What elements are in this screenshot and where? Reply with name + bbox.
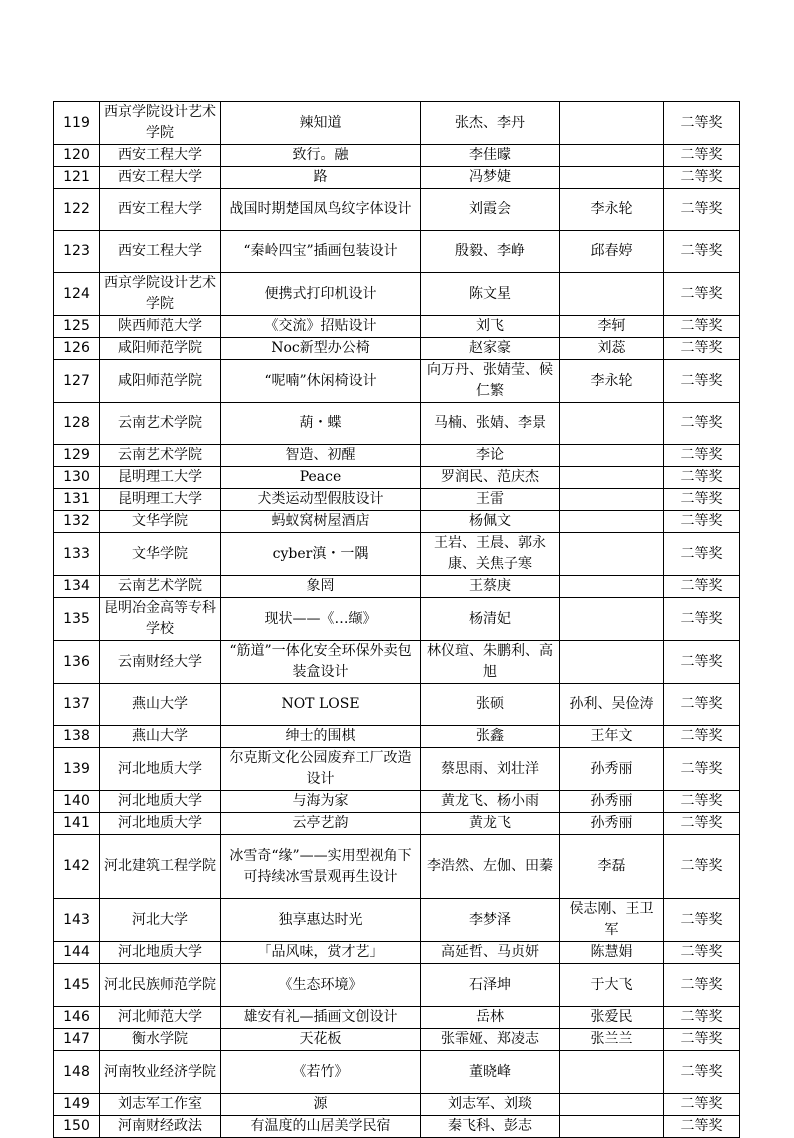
project-title: 智造、初醒 — [221, 445, 421, 467]
entry-number: 133 — [54, 533, 100, 576]
school-name: 西安工程大学 — [100, 145, 221, 167]
school-name: 西京学院设计艺术学院 — [100, 273, 221, 316]
authors: 张霏娅、郑凌志 — [421, 1029, 560, 1051]
project-title: 《生态环境》 — [221, 964, 421, 1007]
entry-number: 123 — [54, 231, 100, 273]
table-row — [54, 748, 740, 791]
advisor — [560, 533, 664, 576]
entry-number: 139 — [54, 748, 100, 791]
advisor: 李轲 — [560, 316, 664, 338]
project-title: 有温度的山居美学民宿 — [221, 1116, 421, 1138]
authors: 岳林 — [421, 1007, 560, 1029]
advisor — [560, 445, 664, 467]
award-level: 二等奖 — [664, 1051, 740, 1094]
project-title: Peace — [221, 467, 421, 489]
authors: 李梦泽 — [421, 899, 560, 942]
advisor — [560, 102, 664, 145]
entry-number: 150 — [54, 1116, 100, 1138]
authors: 高延哲、马贞妍 — [421, 942, 560, 964]
table-row — [54, 684, 740, 726]
advisor — [560, 576, 664, 598]
project-title: NOT LOSE — [221, 684, 421, 726]
entry-number: 127 — [54, 360, 100, 403]
school-name: 昆明冶金高等专科学校 — [100, 598, 221, 641]
advisor: 李永轮 — [560, 360, 664, 403]
advisor — [560, 1094, 664, 1116]
advisor: 孙秀丽 — [560, 791, 664, 813]
school-name: 陕西师范大学 — [100, 316, 221, 338]
award-level: 二等奖 — [664, 316, 740, 338]
school-name: 云南艺术学院 — [100, 576, 221, 598]
award-level: 二等奖 — [664, 684, 740, 726]
award-level: 二等奖 — [664, 726, 740, 748]
project-title: 雄安有礼—插画文创设计 — [221, 1007, 421, 1029]
authors: 李论 — [421, 445, 560, 467]
school-name: 河北地质大学 — [100, 748, 221, 791]
entry-number: 120 — [54, 145, 100, 167]
project-title: 尔克斯文化公园废弃工厂改造设计 — [221, 748, 421, 791]
advisor — [560, 273, 664, 316]
award-level: 二等奖 — [664, 1094, 740, 1116]
table-row — [54, 360, 740, 403]
table-row — [54, 231, 740, 273]
table-row — [54, 511, 740, 533]
project-title: cyber滇・一隅 — [221, 533, 421, 576]
entry-number: 149 — [54, 1094, 100, 1116]
award-level: 二等奖 — [664, 598, 740, 641]
advisor: 于大飞 — [560, 964, 664, 1007]
award-level: 二等奖 — [664, 511, 740, 533]
table-row — [54, 338, 740, 360]
table-row — [54, 445, 740, 467]
authors: 黄龙飞、杨小雨 — [421, 791, 560, 813]
school-name: 云南艺术学院 — [100, 445, 221, 467]
school-name: 河北民族师范学院 — [100, 964, 221, 1007]
award-level: 二等奖 — [664, 1007, 740, 1029]
award-level: 二等奖 — [664, 145, 740, 167]
table-row — [54, 598, 740, 641]
entry-number: 137 — [54, 684, 100, 726]
table-row — [54, 1116, 740, 1138]
advisor — [560, 489, 664, 511]
advisor: 王年文 — [560, 726, 664, 748]
authors: 杨清妃 — [421, 598, 560, 641]
school-name: 河北师范大学 — [100, 1007, 221, 1029]
project-title: “筋道”一体化安全环保外卖包装盒设计 — [221, 641, 421, 684]
award-level: 二等奖 — [664, 813, 740, 835]
award-level: 二等奖 — [664, 791, 740, 813]
table-row — [54, 189, 740, 231]
authors: 林仪瑄、朱鹏利、高旭 — [421, 641, 560, 684]
project-title: “秦岭四宝”插画包装设计 — [221, 231, 421, 273]
advisor: 邱春婷 — [560, 231, 664, 273]
project-title: 路 — [221, 167, 421, 189]
table-row — [54, 942, 740, 964]
school-name: 咸阳师范学院 — [100, 360, 221, 403]
authors: 蔡思雨、刘壮洋 — [421, 748, 560, 791]
advisor — [560, 511, 664, 533]
entry-number: 134 — [54, 576, 100, 598]
school-name: 河北地质大学 — [100, 942, 221, 964]
school-name: 燕山大学 — [100, 726, 221, 748]
advisor — [560, 403, 664, 445]
authors: 王蔡庚 — [421, 576, 560, 598]
advisor — [560, 1116, 664, 1138]
school-name: 西京学院设计艺术学院 — [100, 102, 221, 145]
table-row — [54, 467, 740, 489]
project-title: 犬类运动型假肢设计 — [221, 489, 421, 511]
authors: 张鑫 — [421, 726, 560, 748]
authors: 赵家豪 — [421, 338, 560, 360]
award-level: 二等奖 — [664, 167, 740, 189]
award-level: 二等奖 — [664, 360, 740, 403]
table-row — [54, 641, 740, 684]
award-level: 二等奖 — [664, 748, 740, 791]
entry-number: 147 — [54, 1029, 100, 1051]
entry-number: 142 — [54, 835, 100, 899]
entry-number: 135 — [54, 598, 100, 641]
entry-number: 125 — [54, 316, 100, 338]
authors: 马楠、张婧、李景 — [421, 403, 560, 445]
table-row — [54, 1007, 740, 1029]
table-row — [54, 489, 740, 511]
entry-number: 132 — [54, 511, 100, 533]
entry-number: 124 — [54, 273, 100, 316]
project-title: 象罔 — [221, 576, 421, 598]
advisor — [560, 641, 664, 684]
table-row — [54, 576, 740, 598]
school-name: 文华学院 — [100, 533, 221, 576]
advisor — [560, 467, 664, 489]
advisor: 李磊 — [560, 835, 664, 899]
award-level: 二等奖 — [664, 835, 740, 899]
authors: 张硕 — [421, 684, 560, 726]
award-level: 二等奖 — [664, 231, 740, 273]
table-row — [54, 102, 740, 145]
advisor — [560, 145, 664, 167]
school-name: 云南财经大学 — [100, 641, 221, 684]
award-level: 二等奖 — [664, 189, 740, 231]
project-title: 便携式打印机设计 — [221, 273, 421, 316]
award-level: 二等奖 — [664, 576, 740, 598]
school-name: 衡水学院 — [100, 1029, 221, 1051]
project-title: 源 — [221, 1094, 421, 1116]
authors: 李浩然、左伽、田蓁 — [421, 835, 560, 899]
table-row — [54, 1094, 740, 1116]
award-level: 二等奖 — [664, 338, 740, 360]
award-level: 二等奖 — [664, 489, 740, 511]
table-row — [54, 167, 740, 189]
school-name: 河北大学 — [100, 899, 221, 942]
school-name: 河北建筑工程学院 — [100, 835, 221, 899]
authors: 秦飞科、彭志 — [421, 1116, 560, 1138]
project-title: 《交流》招贴设计 — [221, 316, 421, 338]
table-row — [54, 403, 740, 445]
entry-number: 138 — [54, 726, 100, 748]
authors: 杨佩文 — [421, 511, 560, 533]
authors: 陈文星 — [421, 273, 560, 316]
advisor: 张爱民 — [560, 1007, 664, 1029]
entry-number: 121 — [54, 167, 100, 189]
authors: 冯梦婕 — [421, 167, 560, 189]
project-title: 绅士的围棋 — [221, 726, 421, 748]
project-title: 天花板 — [221, 1029, 421, 1051]
authors: 刘志军、刘琰 — [421, 1094, 560, 1116]
advisor — [560, 1051, 664, 1094]
award-level: 二等奖 — [664, 273, 740, 316]
school-name: 云南艺术学院 — [100, 403, 221, 445]
school-name: 河北地质大学 — [100, 813, 221, 835]
school-name: 西安工程大学 — [100, 231, 221, 273]
authors: 罗润民、范庆杰 — [421, 467, 560, 489]
awards-table — [53, 101, 740, 1138]
entry-number: 140 — [54, 791, 100, 813]
entry-number: 129 — [54, 445, 100, 467]
authors: 王岩、王晨、郭永康、关焦子寒 — [421, 533, 560, 576]
project-title: 独享惠达时光 — [221, 899, 421, 942]
table-row — [54, 835, 740, 899]
entry-number: 128 — [54, 403, 100, 445]
award-level: 二等奖 — [664, 641, 740, 684]
entry-number: 141 — [54, 813, 100, 835]
advisor: 侯志刚、王卫军 — [560, 899, 664, 942]
entry-number: 119 — [54, 102, 100, 145]
project-title: 《若竹》 — [221, 1051, 421, 1094]
award-level: 二等奖 — [664, 102, 740, 145]
project-title: Noc新型办公椅 — [221, 338, 421, 360]
school-name: 咸阳师范学院 — [100, 338, 221, 360]
project-title: 致行。融 — [221, 145, 421, 167]
project-title: 现状——《…缬》 — [221, 598, 421, 641]
authors: 石泽坤 — [421, 964, 560, 1007]
entry-number: 144 — [54, 942, 100, 964]
table-row — [54, 145, 740, 167]
table-row — [54, 1029, 740, 1051]
authors: 殷毅、李峥 — [421, 231, 560, 273]
entry-number: 131 — [54, 489, 100, 511]
authors: 向万丹、张婧莹、候仁繁 — [421, 360, 560, 403]
project-title: 葫・蝶 — [221, 403, 421, 445]
award-level: 二等奖 — [664, 899, 740, 942]
school-name: 昆明理工大学 — [100, 467, 221, 489]
table-row — [54, 316, 740, 338]
school-name: 昆明理工大学 — [100, 489, 221, 511]
award-level: 二等奖 — [664, 1029, 740, 1051]
table-row — [54, 1051, 740, 1094]
table-row — [54, 899, 740, 942]
table-row — [54, 791, 740, 813]
school-name: 河南财经政法 — [100, 1116, 221, 1138]
advisor: 刘蕊 — [560, 338, 664, 360]
table-row — [54, 273, 740, 316]
project-title: 冰雪奇“缘”——实用型视角下可持续冰雪景观再生设计 — [221, 835, 421, 899]
school-name: 燕山大学 — [100, 684, 221, 726]
project-title: 蚂蚁窝树屋酒店 — [221, 511, 421, 533]
project-title: 战国时期楚国凤鸟纹字体设计 — [221, 189, 421, 231]
school-name: 文华学院 — [100, 511, 221, 533]
advisor — [560, 598, 664, 641]
award-level: 二等奖 — [664, 964, 740, 1007]
table-row — [54, 726, 740, 748]
authors: 刘飞 — [421, 316, 560, 338]
entry-number: 130 — [54, 467, 100, 489]
entry-number: 143 — [54, 899, 100, 942]
project-title: 与海为家 — [221, 791, 421, 813]
authors: 董晓峰 — [421, 1051, 560, 1094]
authors: 刘霞会 — [421, 189, 560, 231]
project-title: “呢喃”休闲椅设计 — [221, 360, 421, 403]
school-name: 河北地质大学 — [100, 791, 221, 813]
school-name: 西安工程大学 — [100, 189, 221, 231]
advisor: 陈慧娟 — [560, 942, 664, 964]
award-level: 二等奖 — [664, 942, 740, 964]
advisor — [560, 167, 664, 189]
award-level: 二等奖 — [664, 467, 740, 489]
advisor: 张兰兰 — [560, 1029, 664, 1051]
entry-number: 136 — [54, 641, 100, 684]
authors: 黄龙飞 — [421, 813, 560, 835]
project-title: 辣知道 — [221, 102, 421, 145]
advisor: 孙秀丽 — [560, 813, 664, 835]
entry-number: 126 — [54, 338, 100, 360]
authors: 王雷 — [421, 489, 560, 511]
award-level: 二等奖 — [664, 445, 740, 467]
award-level: 二等奖 — [664, 1116, 740, 1138]
school-name: 刘志军工作室 — [100, 1094, 221, 1116]
advisor: 孙秀丽 — [560, 748, 664, 791]
authors: 张杰、李丹 — [421, 102, 560, 145]
entry-number: 148 — [54, 1051, 100, 1094]
project-title: 「品风味，赏才艺」 — [221, 942, 421, 964]
school-name: 西安工程大学 — [100, 167, 221, 189]
entry-number: 145 — [54, 964, 100, 1007]
authors: 李佳曚 — [421, 145, 560, 167]
advisor: 孙利、吴俭涛 — [560, 684, 664, 726]
project-title: 云亭艺韵 — [221, 813, 421, 835]
table-row — [54, 964, 740, 1007]
table-row — [54, 533, 740, 576]
entry-number: 146 — [54, 1007, 100, 1029]
school-name: 河南牧业经济学院 — [100, 1051, 221, 1094]
award-level: 二等奖 — [664, 403, 740, 445]
advisor: 李永轮 — [560, 189, 664, 231]
awards-table-body — [54, 102, 740, 1138]
table-row — [54, 813, 740, 835]
award-level: 二等奖 — [664, 533, 740, 576]
entry-number: 122 — [54, 189, 100, 231]
